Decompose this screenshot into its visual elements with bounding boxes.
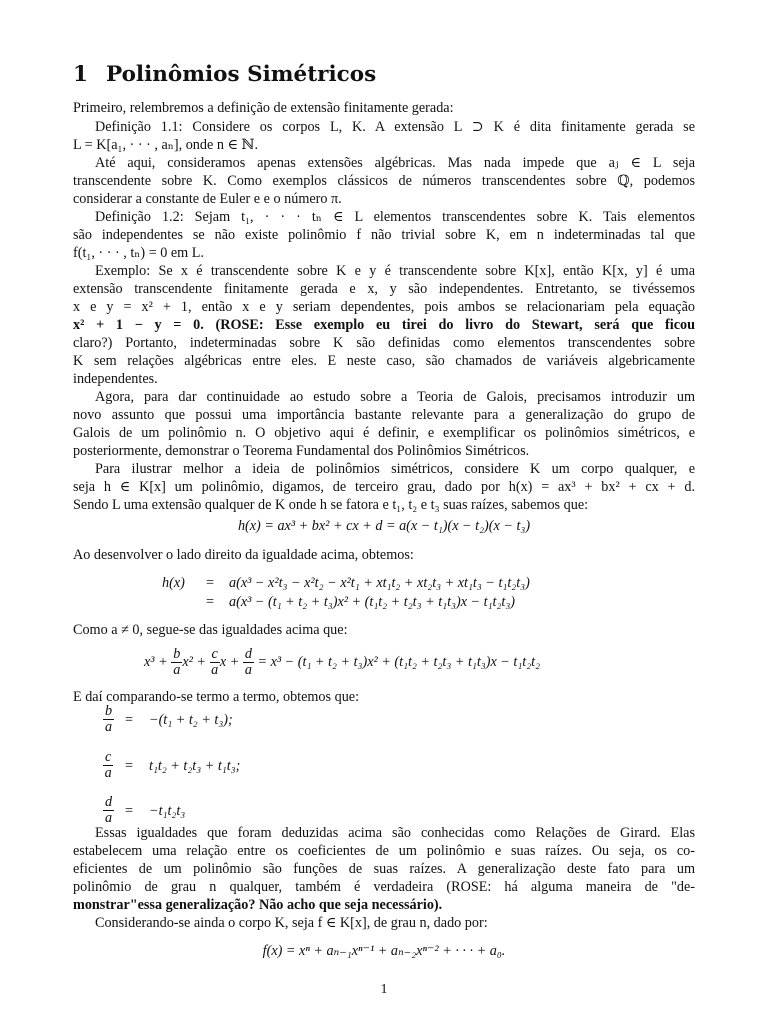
text-line: f(t₁, · · · , tₙ) = 0 em L. [73, 245, 204, 261]
text-line: claro?) Portanto, indeterminadas sobre K são definidas como elementos transcendentes sobre [73, 335, 695, 351]
equation-monic-prefix: x³ + [144, 654, 168, 670]
equation-equals: = [125, 803, 134, 819]
text-line: Essas igualdades que foram deduzidas acima são conhecidas como Relações de Girard. Elas [95, 825, 695, 841]
fraction-denominator: a [211, 662, 219, 679]
equation-equals: = [125, 758, 134, 774]
fraction-d-over-a [243, 647, 254, 678]
definition-1-1-line: Definição 1.1: Considere os corpos L, K. A extensão L ⊃ K é dita finitamente gerada se [95, 119, 695, 135]
fraction-numerator: d [244, 646, 252, 663]
text-line: Como a ≠ 0, segue-se das igualdades acima que: [73, 622, 348, 638]
equation-expand-1: a(x³ − x²t₃ − x²t₂ − x²t₁ + xt₁t₂ + xt₂t₃ + xt₁t₃ − t₁t₂t₃) [229, 575, 530, 591]
rose-note-line: monstrar"essa generalização? Não acho que seja necessário). [73, 897, 443, 913]
text-line: seja h ∈ K[x] um polinômio, digamos, de terceiro grau, dado por h(x) = ax³ + bx² + cx + d. [73, 479, 695, 495]
fraction-d-over-a [103, 795, 114, 826]
equation-equals: = [125, 712, 134, 728]
equation-equals: = [206, 575, 215, 591]
text-line: novo assunto que possui uma importância bastante relevante para a generalização do grupo de [73, 407, 695, 423]
fraction-denominator: a [244, 662, 252, 679]
equation-term: x² + [182, 654, 206, 670]
text-line: independentes. [73, 371, 158, 387]
text-line: Considerando-se ainda o corpo K, seja f ∈ K[x], de grau n, dado por: [95, 915, 488, 931]
girard-relation-rhs: −t₁t₂t₃ [149, 803, 186, 819]
page-number: 1 [380, 982, 388, 997]
text-line: polinômio de grau n qualquer, também é verdadeira (ROSE: há alguma maneira de "de- [73, 879, 695, 895]
fraction-numerator: b [105, 703, 113, 719]
girard-relation-rhs: −(t₁ + t₂ + t₃); [149, 712, 233, 728]
definition-1-2-line: Definição 1.2: Sejam t₁, · · · tₙ ∈ L elementos transcendentes sobre K. Tais elementos [95, 209, 695, 225]
equation-monic-rhs: = x³ − (t₁ + t₂ + t₃)x² + (t₁t₂ + t₂t₃ + t₁t₃)x − t₁t₂t₂ [257, 654, 541, 670]
equation-lhs: h(x) [162, 575, 185, 591]
fraction-denominator: a [173, 662, 181, 679]
text-line: Ao desenvolver o lado direito da igualdade acima, obtemos: [73, 547, 414, 563]
fraction-numerator: c [105, 749, 112, 765]
fraction-denominator: a [105, 810, 113, 826]
fraction-denominator: a [105, 719, 113, 735]
text-line: Para ilustrar melhor a ideia de polinômios simétricos, considere K um corpo qualquer, e [95, 461, 695, 477]
text-line: L = K[a₁, · · · , aₙ], onde n ∈ ℕ. [73, 137, 259, 153]
text-line: Galois de um polinômio n. O objetivo aqui é definir, e exemplificar os polinômios simétricos, e [73, 425, 695, 441]
section-title-text: Polinômios Simétricos [106, 62, 377, 87]
example-line: Exemplo: Se x é transcendente sobre K e y é transcendente sobre K[x], então K[x, y] é uma [95, 263, 695, 279]
text-line: são independentes se não existe polinômio f não trivial sobre K, em n indeterminadas tal que [73, 227, 695, 243]
text-line: x e y = x² + 1, então x e y seriam dependentes, pois ambos se relacionariam pela equação [73, 299, 695, 315]
text-line: Primeiro, relembremos a definição de extensão finitamente gerada: [73, 100, 454, 116]
rose-note-line: x² + 1 − y = 0. (ROSE: Esse exemplo eu tirei do livro do Stewart, será que ficou [73, 317, 695, 333]
section-title [73, 62, 376, 87]
text-line: Agora, para dar continuidade ao estudo sobre a Teoria de Galois, precisamos introduzir um [95, 389, 695, 405]
equation-equals: = [206, 594, 215, 610]
text-line: Sendo L uma extensão qualquer de K onde h se fatora e t₁, t₂ e t₃ suas raízes, sabemos que: [73, 497, 589, 513]
girard-relation-rhs: t₁t₂ + t₂t₃ + t₁t₃; [149, 758, 241, 774]
text-line: transcendente sobre K. Como exemplos clássicos de números transcendentes sobre ℚ, podemos [73, 173, 695, 189]
text-line: Até aqui, consideramos apenas extensões algébricas. Mas nada impede que aⱼ ∈ L seja [95, 155, 695, 171]
fraction-b-over-a [171, 647, 182, 678]
equation-h-factored: h(x) = ax³ + bx² + cx + d = a(x − t₁)(x − t₂)(x − t₃) [237, 518, 531, 534]
text-line: eficientes de um polinômio são funções de suas raízes. A generalização deste fato para um [73, 861, 695, 877]
text-line: considerar a constante de Euler e e o número π. [73, 191, 342, 207]
fraction-denominator: a [104, 765, 112, 781]
fraction-numerator: d [105, 794, 113, 810]
girard-relation-2 [103, 749, 241, 781]
fraction-numerator: c [211, 646, 218, 663]
fraction-c-over-a [103, 750, 113, 781]
text-line: E daí comparando-se termo a termo, obtemos que: [73, 689, 360, 705]
text-line: K sem relações algébricas entre eles. E neste caso, são chamados de variáveis algebricamente [73, 353, 695, 369]
equation-monic [144, 646, 540, 678]
equation-term: x + [219, 654, 240, 670]
equation-f-definition: f(x) = xⁿ + aₙ₋₁xⁿ⁻¹ + aₙ₋₂xⁿ⁻² + · · · + a₀. [262, 943, 506, 959]
text-line: estabelecem uma relação entre os coeficientes de um polinômio e suas raízes. Ou seja, os co- [73, 843, 695, 859]
girard-relation-1 [103, 703, 233, 735]
fraction-b-over-a [103, 704, 114, 735]
section-number: 1 [73, 62, 88, 87]
text-line: posteriormente, demonstrar o Teorema Fundamental dos Polinômios Simétricos. [73, 443, 530, 459]
text-line: extensão transcendente finitamente gerada e x, y são independentes. Entretanto, se tivéssemos [73, 281, 695, 297]
equation-expand-2: a(x³ − (t₁ + t₂ + t₃)x² + (t₁t₂ + t₂t₃ + t₁t₃)x − t₁t₂t₃) [229, 594, 516, 610]
fraction-numerator: b [173, 646, 181, 663]
fraction-c-over-a [210, 647, 220, 678]
girard-relation-3 [103, 794, 186, 826]
